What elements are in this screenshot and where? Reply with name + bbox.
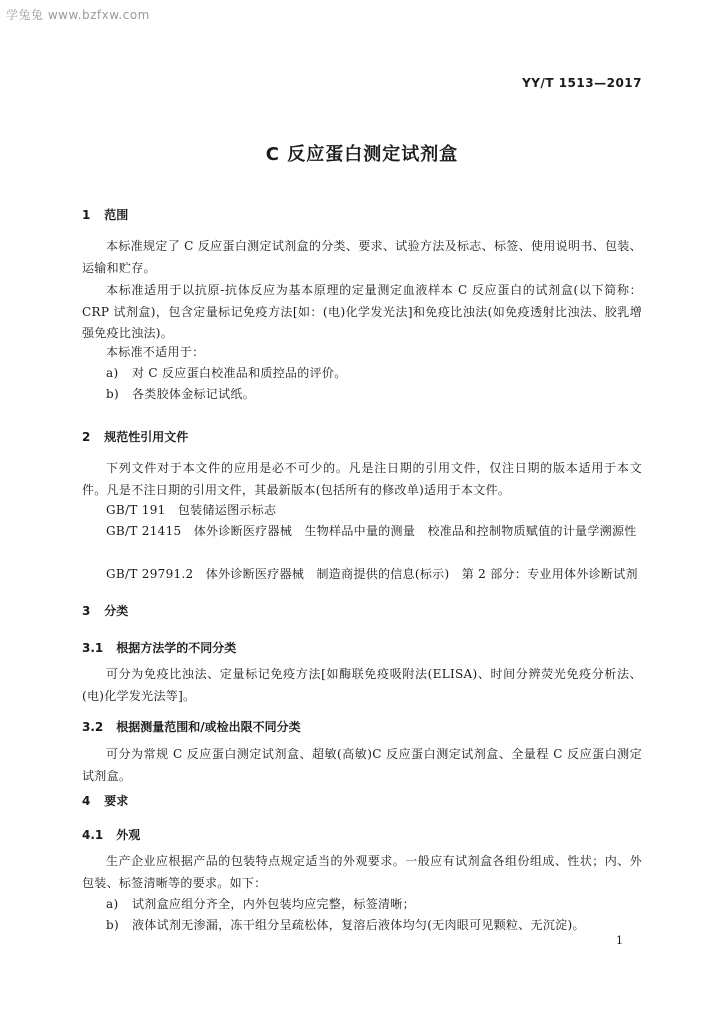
page-number: 1: [616, 934, 623, 947]
document-title: C 反应蛋白测定试剂盒: [265, 144, 459, 165]
section-number: 1: [82, 208, 91, 222]
standard-number: YY/T 1513—2017: [522, 76, 642, 90]
section-number: 4.1: [82, 828, 104, 842]
paragraph: 本标准不适用于：: [106, 345, 205, 359]
list-marker: b): [106, 918, 119, 932]
list-marker: b): [106, 387, 119, 401]
paragraph: 本标准规定了 C 反应蛋白测定试剂盒的分类、要求、试验方法及标志、标签、使用说明书、包装、运输和贮存。: [82, 239, 642, 275]
section-title: 根据测量范围和/或检出限不同分类: [116, 720, 301, 734]
section-title: 规范性引用文件: [104, 430, 189, 444]
section-title: 根据方法学的不同分类: [116, 641, 237, 655]
paragraph: 可分为免疫比浊法、定量标记免疫方法[如酶联免疫吸附法(ELISA)、时间分辨荧光免疫分析法、(电)化学发光法等]。: [82, 667, 642, 703]
reference: GB/T 191 包装储运图示标志: [106, 503, 277, 517]
list-text: 各类胶体金标记试纸。: [132, 387, 256, 401]
list-item: [106, 363, 642, 385]
section-title: 分类: [104, 604, 129, 618]
paragraph: 可分为常规 C 反应蛋白测定试剂盒、超敏(高敏)C 反应蛋白测定试剂盒、全量程 C 反应蛋白测定试剂盒。: [82, 747, 642, 783]
paragraph: 生产企业应根据产品的包装特点规定适当的外观要求。一般应有试剂盒各组份组成、性状；内、外包装、标签清晰等的要求。如下：: [82, 854, 642, 890]
section-1-heading: [82, 206, 128, 223]
section-number: 3.2: [82, 720, 104, 734]
section-4-1-heading: [82, 826, 140, 843]
list-marker: a): [106, 897, 119, 911]
list-text: 对 C 反应蛋白校准品和质控品的评价。: [132, 366, 347, 380]
list-text: 试剂盒应组分齐全，内外包装均应完整，标签清晰；: [132, 897, 415, 911]
paragraph: 本标准适用于以抗原-抗体反应为基本原理的定量测定血液样本 C 反应蛋白的试剂盒(以下简称：CRP 试剂盒)，包含定量标记免疫方法[如：(电)化学发光法]和免疫比浊法(如免疫透射比浊法、胶乳增强免疫比浊法)。: [82, 283, 642, 340]
reference: GB/T 29791.2 体外诊断医疗器械 制造商提供的信息(标示) 第 2 部分：专业用体外诊断试剂: [106, 567, 638, 581]
list-item: [106, 915, 642, 937]
section-title: 范围: [104, 208, 129, 222]
section-2-heading: [82, 428, 188, 445]
section-3-1-heading: [82, 639, 236, 656]
section-title: 外观: [116, 828, 141, 842]
section-number: 3: [82, 604, 91, 618]
list-text: 液体试剂无渗漏，冻干组分呈疏松体，复溶后液体均匀(无肉眼可见颗粒、无沉淀)。: [132, 918, 585, 932]
list-item: [106, 894, 642, 916]
section-number: 4: [82, 794, 91, 808]
section-4-heading: [82, 792, 128, 809]
section-number: 2: [82, 430, 91, 444]
section-title: 要求: [104, 794, 129, 808]
section-3-heading: [82, 602, 128, 619]
list-marker: a): [106, 366, 119, 380]
reference: GB/T 21415 体外诊断医疗器械 生物样品中量的测量 校准品和控制物质赋值的计量学溯源性: [106, 524, 637, 538]
list-item: [106, 384, 642, 406]
section-3-2-heading: [82, 718, 301, 735]
paragraph: 下列文件对于本文件的应用是必不可少的。凡是注日期的引用文件，仅注日期的版本适用于本文件。凡是不注日期的引用文件，其最新版本(包括所有的修改单)适用于本文件。: [82, 461, 642, 497]
watermark: 学兔兔 www.bzfxw.com: [6, 8, 150, 22]
section-number: 3.1: [82, 641, 104, 655]
